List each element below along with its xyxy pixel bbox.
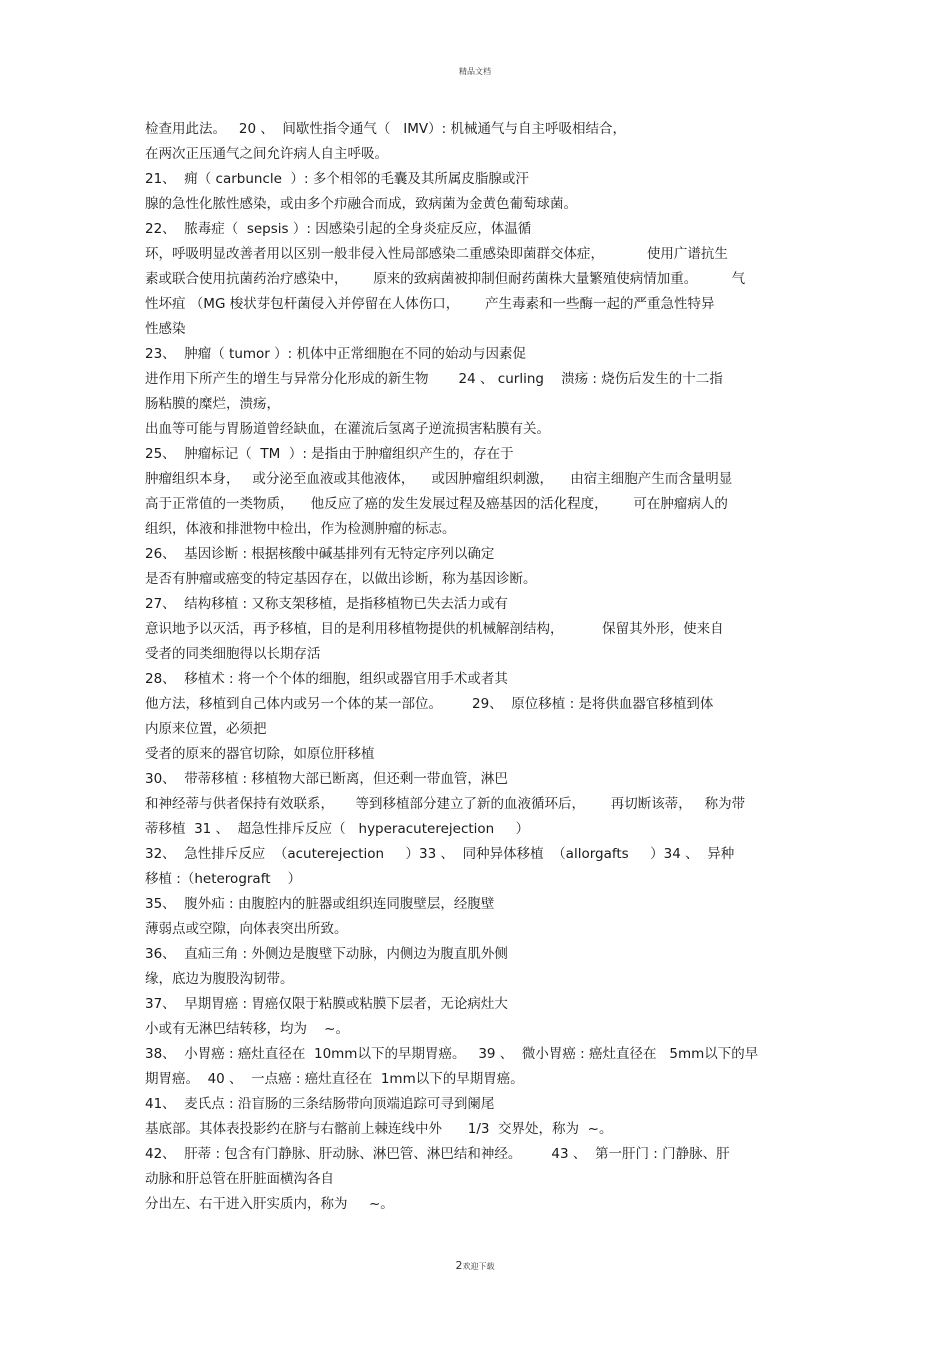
- text-line: 小或有无淋巴结转移，均为 ~。: [145, 1021, 349, 1037]
- text-line: 蒂移植 31 、 超急性排斥反应（ hyperacuterejection ）: [145, 821, 530, 837]
- text-line: 38、 小胃癌 : 癌灶直径在 10mm以下的早期胃癌。 39 、 微小胃癌 : 癌灶直径在 5mm以下的早: [145, 1046, 759, 1062]
- text-line: 缘，底边为腹股沟韧带。: [145, 971, 294, 987]
- text-line: 动脉和肝总管在肝脏面横沟各自: [145, 1171, 334, 1187]
- text-line: 高于正常值的一类物质， 他反应了癌的发生发展过程及癌基因的活化程度， 可在肿瘤病人的: [145, 496, 728, 512]
- text-line: 37、 早期胃癌 : 胃癌仅限于粘膜或粘膜下层者，无论病灶大: [145, 996, 508, 1012]
- text-line: 性坏疽 （MG 梭状芽包杆菌侵入并停留在人体伤口， 产生毒素和一些酶一起的严重急性特异: [145, 296, 715, 312]
- text-line: 27、 结构移植 : 又称支架移植，是指移植物已失去活力或有: [145, 596, 508, 612]
- text-line: 21、 痈（ carbuncle ）: 多个相邻的毛囊及其所属皮脂腺或汗: [145, 171, 529, 187]
- text-line: 环，呼吸明显改善者用以区别一般非侵入性局部感染二重感染即菌群交体症， 使用广谱抗生: [145, 246, 728, 262]
- text-line: 在两次正压通气之间允许病人自主呼吸。: [145, 146, 388, 162]
- text-line: 内原来位置，必须把: [145, 721, 267, 737]
- footer-text: 欢迎下载: [462, 1262, 495, 1271]
- text-line: 素或联合使用抗菌药治疗感染中， 原来的致病菌被抑制但耐药菌株大量繁殖使病情加重。 气: [145, 271, 746, 287]
- text-line: 28、 移植术 : 将一个个体的细胞，组织或器官用手术或者其: [145, 671, 508, 687]
- text-line: 肠粘膜的糜烂，溃疡，: [145, 396, 280, 412]
- text-line: 基底部。其体表投影约在脐与右髂前上棘连线中外 1/3 交界处，称为 ~。: [145, 1121, 613, 1137]
- page-number: 2: [455, 1259, 463, 1272]
- text-line: 26、 基因诊断 : 根据核酸中碱基排列有无特定序列以确定: [145, 546, 495, 562]
- text-line: 受者的同类细胞得以长期存活: [145, 646, 321, 662]
- text-line: 意识地予以灭活，再予移植，目的是利用移植物提供的机械解剖结构， 保留其外形，使来自: [145, 621, 724, 637]
- text-line: 性感染: [145, 321, 186, 337]
- text-line: 和神经蒂与供者保持有效联系， 等到移植部分建立了新的血液循环后， 再切断该蒂， 称为带: [145, 796, 746, 812]
- text-line: 移植 :（heterograft ）: [145, 871, 302, 887]
- text-line: 25、 肿瘤标记（ TM ）: 是指由于肿瘤组织产生的，存在于: [145, 446, 514, 462]
- text-line: 薄弱点或空隙，向体表突出所致。: [145, 921, 348, 937]
- text-line: 42、 肝蒂 : 包含有门静脉、肝动脉、淋巴管、淋巴结和神经。 43 、 第一肝门 : 门静脉、肝: [145, 1146, 730, 1162]
- page-footer: [0, 1259, 950, 1272]
- text-line: 检查用此法。 20 、 间歇性指令通气（ IMV）: 机械通气与自主呼吸相结合，: [145, 121, 627, 137]
- text-line: 35、 腹外疝 : 由腹腔内的脏器或组织连同腹壁层，经腹壁: [145, 896, 495, 912]
- text-line: 32、 急性排斥反应 （acuterejection ）33 、 同种异体移植 （allorgafts ）34 、 异种: [145, 846, 735, 862]
- text-line: 期胃癌。 40 、 一点癌 : 癌灶直径在 1mm以下的早期胃癌。: [145, 1071, 524, 1087]
- document-body: [145, 117, 810, 1217]
- text-line: 22、 脓毒症（ sepsis ）: 因感染引起的全身炎症反应，体温循: [145, 221, 532, 237]
- text-line: 出血等可能与胃肠道曾经缺血，在灌流后氢离子逆流损害粘膜有关。: [145, 421, 550, 437]
- text-line: 是否有肿瘤或癌变的特定基因存在，以做出诊断，称为基因诊断。: [145, 571, 537, 587]
- text-line: 受者的原来的器官切除，如原位肝移植: [145, 746, 375, 762]
- text-line: 进作用下所产生的增生与异常分化形成的新生物 24 、 curling 溃疡 : 烧伤后发生的十二指: [145, 371, 723, 387]
- page-header: 精品文档: [459, 67, 491, 76]
- text-line: 组织，体液和排泄物中检出，作为检测肿瘤的标志。: [145, 521, 456, 537]
- text-line: 30、 带蒂移植 : 移植物大部已断离，但还剩一带血管，淋巴: [145, 771, 508, 787]
- text-line: 23、 肿瘤（ tumor ）: 机体中正常细胞在不同的始动与因素促: [145, 346, 526, 362]
- text-line: 肿瘤组织本身， 或分泌至血液或其他液体， 或因肿瘤组织刺激， 由宿主细胞产生而含量明显: [145, 471, 733, 487]
- text-line: 腺的急性化脓性感染，或由多个疖融合而成，致病菌为金黄色葡萄球菌。: [145, 196, 577, 212]
- text-line: 41、 麦氏点 : 沿盲肠的三条结肠带向顶端追踪可寻到阑尾: [145, 1096, 495, 1112]
- text-line: 分出左、右干进入肝实质内，称为 ~。: [145, 1196, 394, 1212]
- text-line: 36、 直疝三角 : 外侧边是腹壁下动脉，内侧边为腹直肌外侧: [145, 946, 508, 962]
- text-line: 他方法，移植到自己体内或另一个体的某一部位。 29、 原位移植 : 是将供血器官移植到体: [145, 696, 714, 712]
